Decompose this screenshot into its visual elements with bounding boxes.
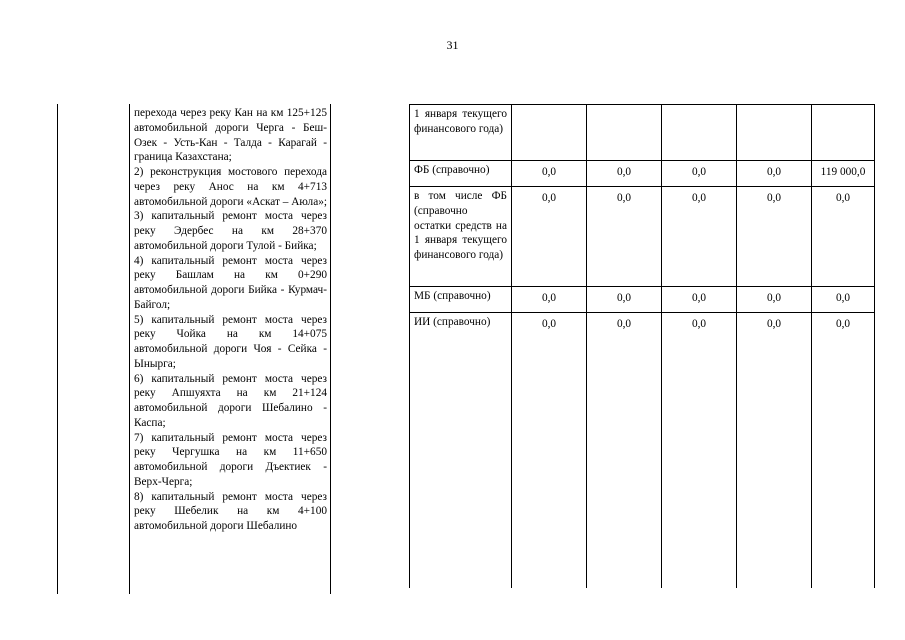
table-cell: 0,0 <box>587 161 662 187</box>
project-list-item: 3) капитальный ремонт моста через реку Эдербес на км 28+370 автомобильной дороги Тулой - Бийка; <box>134 210 327 252</box>
table-cell: 0,0 <box>512 287 587 313</box>
table-cell <box>812 105 875 161</box>
page-number: 31 <box>446 38 459 52</box>
project-list-item: 4) капитальный ремонт моста через реку Башлам на км 0+290 автомобильной дороги Бийка - Курмач-Байгол; <box>134 254 327 311</box>
continuation-table <box>57 104 331 594</box>
table-cell: 0,0 <box>587 187 662 287</box>
row-label: ИИ (справочно) <box>410 313 512 588</box>
table-cell: 0,0 <box>512 313 587 588</box>
column-divider <box>129 104 130 594</box>
table-cell: 0,0 <box>512 161 587 187</box>
table-cell: 0,0 <box>512 187 587 287</box>
project-list <box>134 106 327 534</box>
table-cell: 0,0 <box>587 313 662 588</box>
table-row <box>410 287 875 313</box>
row-label: 1 января текущего финансового года) <box>410 105 512 161</box>
table-cell: 0,0 <box>737 313 812 588</box>
project-list-item: 7) капитальный ремонт моста через реку Чергушка на км 11+650 автомобильной дороги Дъектиек - Верх-Черга; <box>134 431 327 488</box>
row-label: ФБ (справочно) <box>410 161 512 187</box>
table-cell: 0,0 <box>662 313 737 588</box>
finance-table <box>409 104 875 588</box>
table-cell: 0,0 <box>737 187 812 287</box>
table-cell <box>587 105 662 161</box>
table-cell: 0,0 <box>587 287 662 313</box>
project-list-item: 8) капитальный ремонт моста через реку Шебелик на км 4+100 автомобильной дороги Шебалино <box>134 490 327 532</box>
table-cell: 0,0 <box>812 313 875 588</box>
table-cell: 0,0 <box>662 187 737 287</box>
table-row <box>410 161 875 187</box>
table-cell <box>662 105 737 161</box>
table-row <box>410 187 875 287</box>
project-list-item: 5) капитальный ремонт моста через реку Чойка на км 14+075 автомобильной дороги Чоя - Сейка - Ынырга; <box>134 313 327 370</box>
table-row <box>410 313 875 588</box>
table-cell: 0,0 <box>737 287 812 313</box>
table-cell: 0,0 <box>662 287 737 313</box>
row-label: в том числе ФБ (справочно остатки средств на 1 января текущего финансового года) <box>410 187 512 287</box>
project-list-item: 2) реконструкция мостового перехода через реку Анос на км 4+713 автомобильной дороги «Аскат – Аюла»; <box>134 166 327 208</box>
project-list-item: 6) капитальный ремонт моста через реку Апшуяхта на км 21+124 автомобильной дороги Шебалино - Каспа; <box>134 372 327 429</box>
table-row <box>410 105 875 161</box>
table-cell: 0,0 <box>812 287 875 313</box>
table-cell: 0,0 <box>812 187 875 287</box>
table-cell: 119 000,0 <box>812 161 875 187</box>
table-cell: 0,0 <box>662 161 737 187</box>
project-list-item: перехода через реку Кан на км 125+125 автомобильной дороги Черга - Беш-Озек - Усть-Кан - Талда - Карагай - граница Казахстана; <box>134 107 327 164</box>
table-cell <box>512 105 587 161</box>
table-cell: 0,0 <box>737 161 812 187</box>
table-cell <box>737 105 812 161</box>
row-label: МБ (справочно) <box>410 287 512 313</box>
